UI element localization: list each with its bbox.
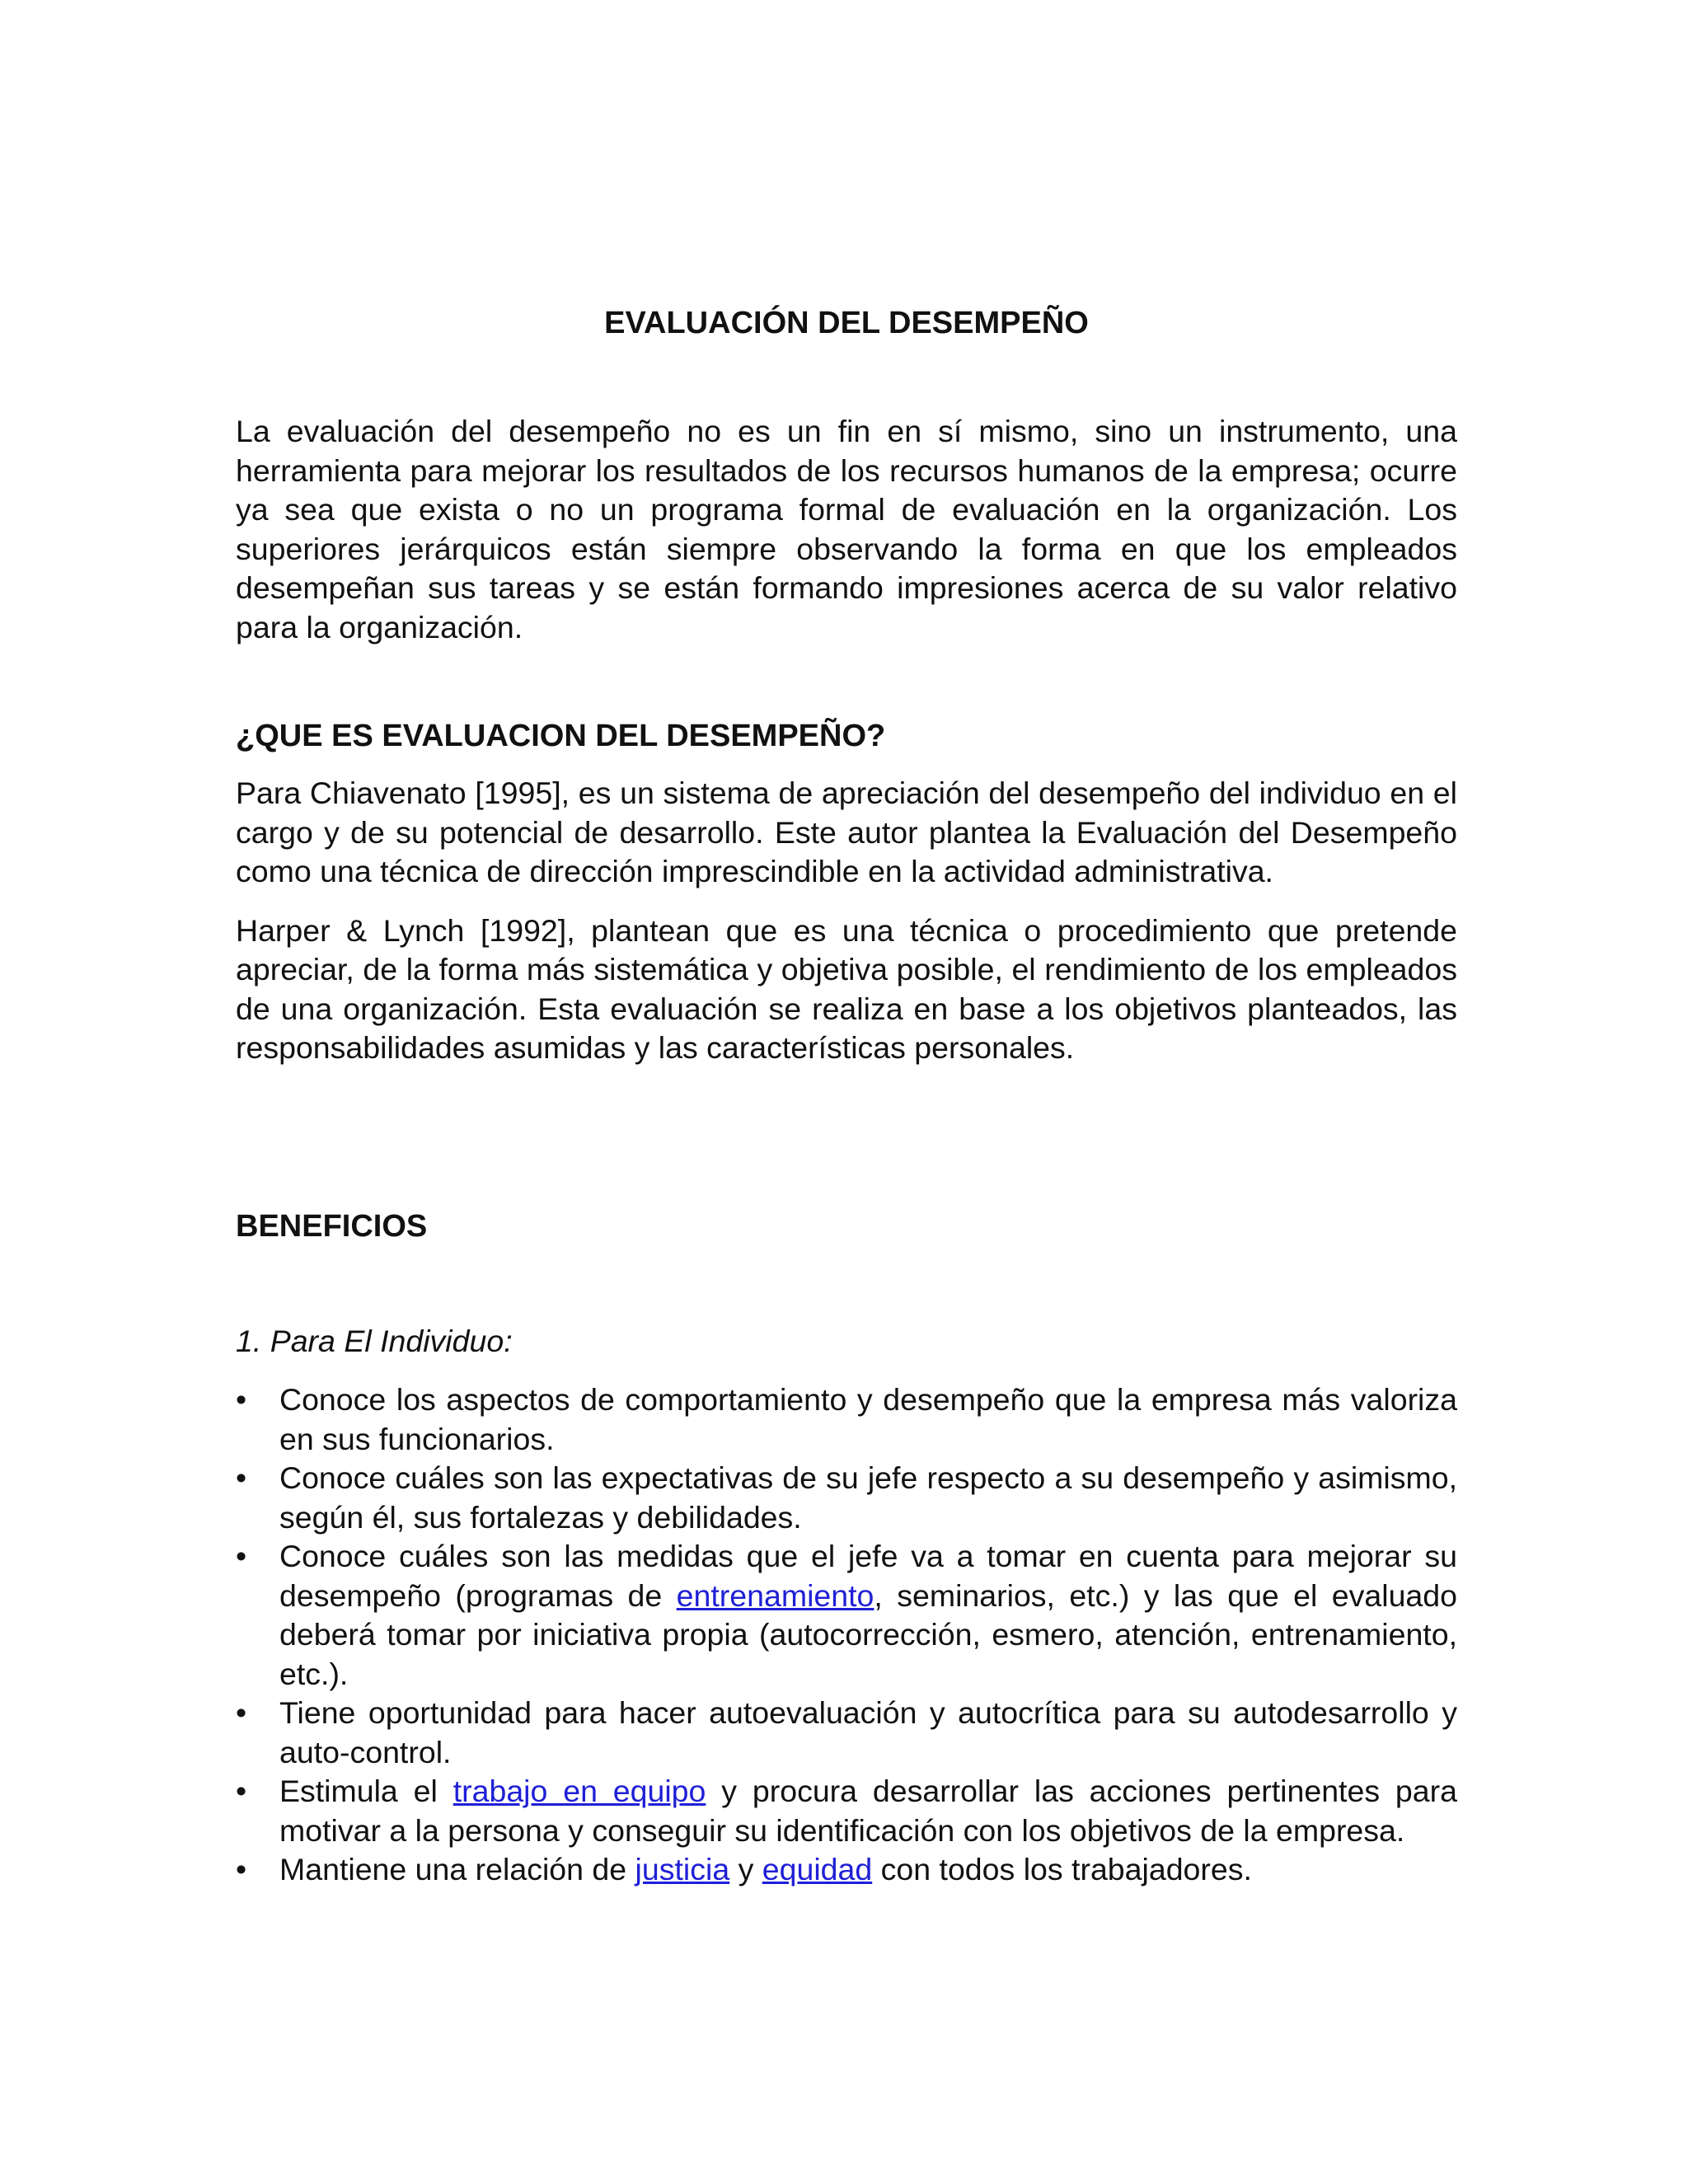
bullet-icon: • bbox=[236, 1460, 247, 1495]
bullet-icon: • bbox=[236, 1695, 247, 1730]
link-justicia[interactable]: justicia bbox=[635, 1852, 730, 1886]
chiavenato-paragraph: Para Chiavenato [1995], es un sistema de apreciación del desempeño del individuo en el cargo y de su potencial de desarrollo. Este autor plantea la Evaluación del Desempeño como una técnica de dirección imprescindible en la actividad administrativa. bbox=[236, 776, 1457, 888]
document-title: EVALUACIÓN DEL DESEMPEÑO bbox=[604, 306, 1089, 340]
list-item-text: Tiene oportunidad para hacer autoevaluación y autocrítica para su autodesarrollo y auto-control. bbox=[279, 1695, 1457, 1769]
bullet-icon: • bbox=[236, 1382, 247, 1417]
list-item-text-before: Mantiene una relación de bbox=[279, 1852, 635, 1886]
list-item bbox=[236, 1537, 1457, 1694]
harper-lynch-paragraph: Harper & Lynch [1992], plantean que es una técnica o procedimiento que pretende apreciar, de la forma más sistemática y objetiva posible, el rendimiento de los empleados de una organización. Esta evaluación se realiza en base a los objetivos planteados, las responsabilidades asumidas y las características personales. bbox=[236, 912, 1457, 1065]
list-item bbox=[236, 1459, 1457, 1537]
section-heading-beneficios: BENEFICIOS bbox=[236, 1208, 428, 1244]
list-item bbox=[236, 1772, 1457, 1850]
list-item bbox=[236, 1694, 1457, 1772]
section-heading-que-es: ¿QUE ES EVALUACION DEL DESEMPEÑO? bbox=[236, 719, 886, 753]
list-item-text-after: con todos los trabajadores. bbox=[872, 1852, 1252, 1886]
link-entrenamiento[interactable]: entrenamiento bbox=[676, 1577, 874, 1613]
bullet-icon: • bbox=[236, 1539, 247, 1573]
bullet-icon: • bbox=[236, 1774, 247, 1808]
document-body bbox=[236, 303, 1457, 1890]
list-item-text-before: Estimula el bbox=[279, 1774, 453, 1808]
list-item-text-after: , seminarios, etc.) y las que el evaluado deberá tomar por iniciativa propia (autocorrección, esmero, atención, entrenamiento, etc.). bbox=[279, 1577, 1457, 1691]
subheading-para-el-individuo: 1. Para El Individuo: bbox=[236, 1323, 513, 1358]
bullet-icon: • bbox=[236, 1852, 247, 1886]
intro-paragraph: La evaluación del desempeño no es un fin en sí mismo, sino un instrumento, una herramienta para mejorar los resultados de los recursos humanos de la empresa; ocurre ya sea que exista o no un programa formal de evaluación en la organización. Los superiores jerárquicos están siempre observando la forma en que los empleados desempeñan sus tareas y se están formando impresiones acerca de su valor relativo para la organización. bbox=[236, 414, 1457, 644]
list-item-text-before: Conoce cuáles son las medidas que el jefe va a tomar en cuenta para mejorar su desempeño (programas de bbox=[279, 1539, 1457, 1613]
list-item-text-after: y procura desarrollar las acciones pertinentes para motivar a la persona y conseguir su identificación con los objetivos de la empresa. bbox=[279, 1774, 1457, 1848]
list-item-text: Conoce cuáles son las expectativas de su jefe respecto a su desempeño y asimismo, según él, sus fortalezas y debilidades. bbox=[279, 1460, 1457, 1535]
link-equidad[interactable]: equidad bbox=[762, 1852, 873, 1886]
benefits-list bbox=[236, 1380, 1457, 1890]
list-item bbox=[236, 1380, 1457, 1459]
list-item bbox=[236, 1850, 1457, 1890]
list-item-text-middle: y bbox=[729, 1852, 762, 1886]
list-item-text: Conoce los aspectos de comportamiento y desempeño que la empresa más valoriza en sus funcionarios. bbox=[279, 1382, 1457, 1456]
link-trabajo-en-equipo[interactable]: trabajo en equipo bbox=[452, 1774, 706, 1808]
